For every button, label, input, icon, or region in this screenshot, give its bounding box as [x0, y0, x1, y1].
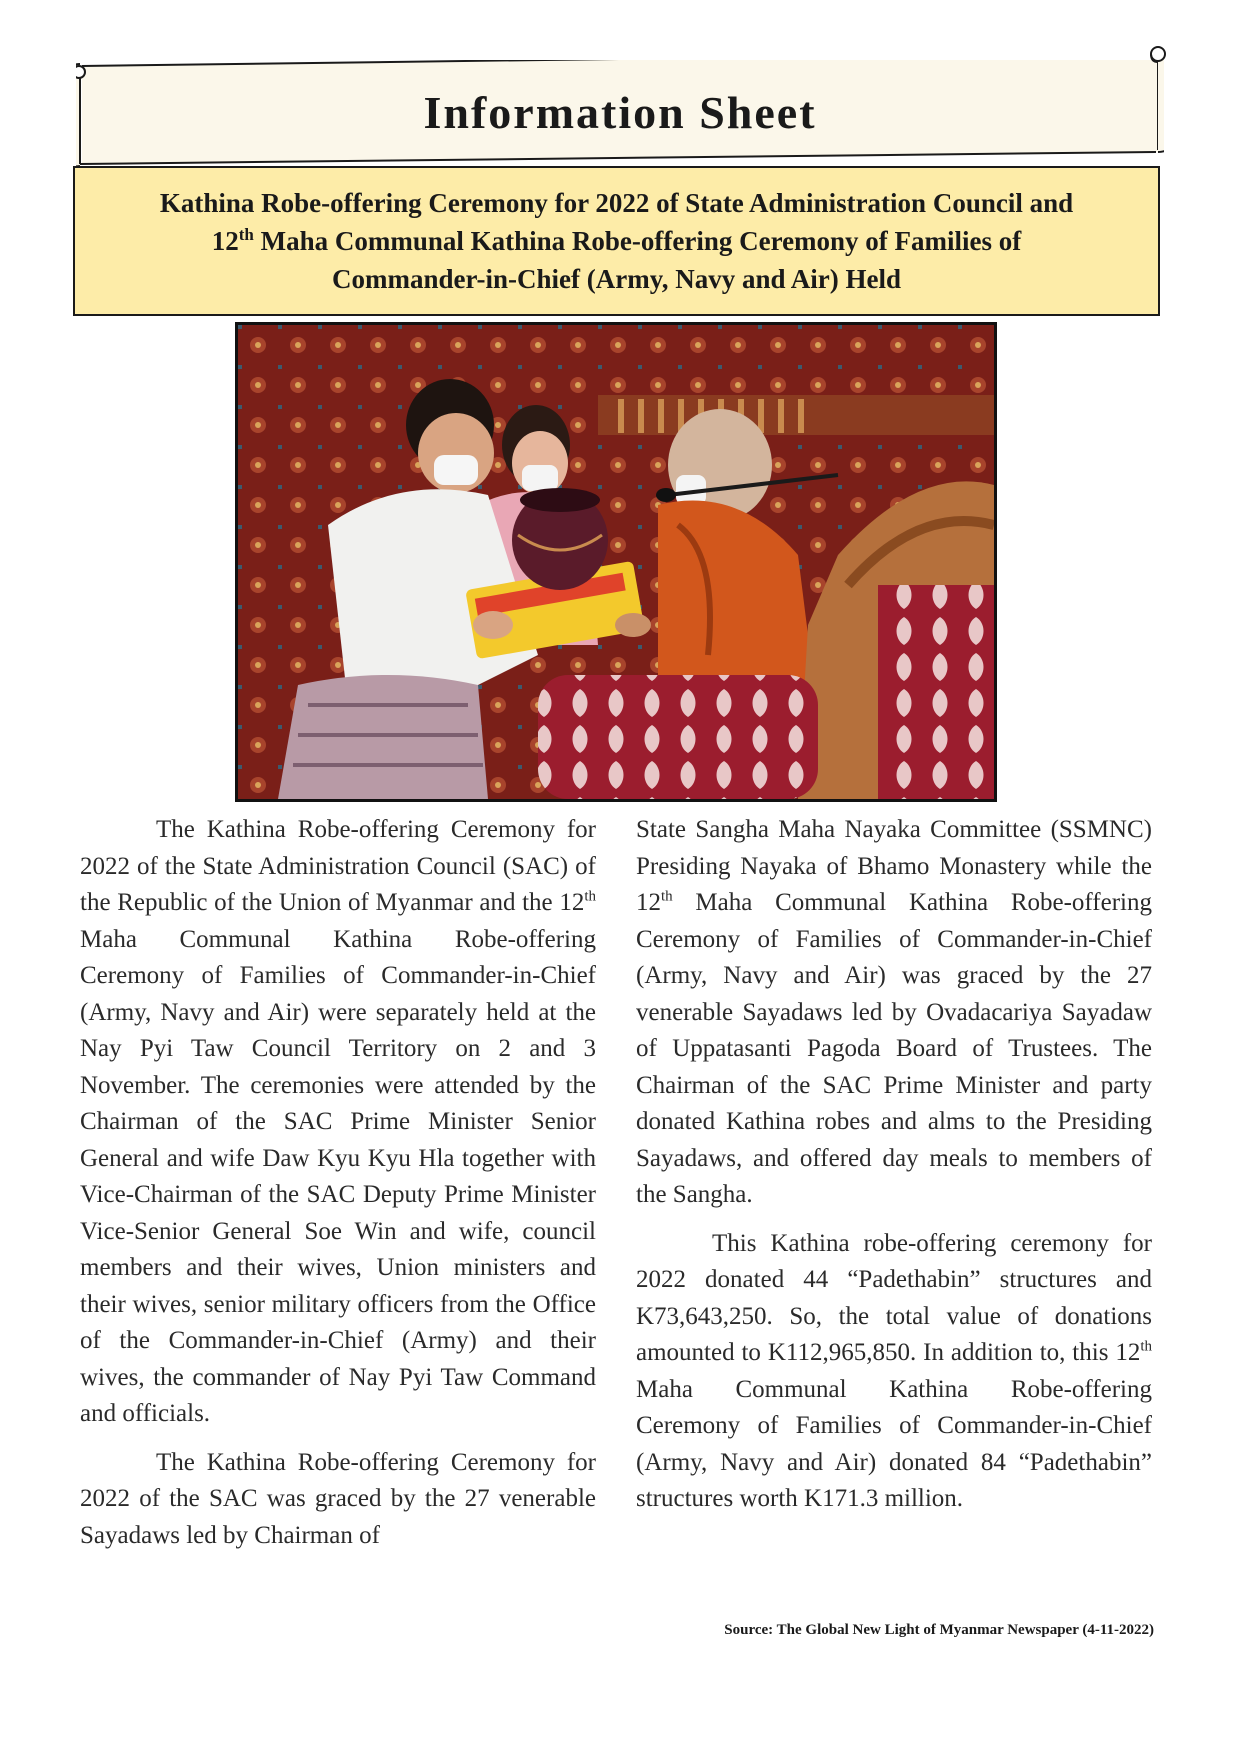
headline-box — [73, 166, 1160, 316]
title-banner — [76, 60, 1164, 164]
article-paragraph: The Kathina Robe-offering Ceremony for 2022 of the SAC was graced by the 27 venerable Sayadaws led by Chairman of — [80, 1448, 596, 1549]
article-paragraph — [636, 812, 1152, 1214]
article-column-left — [80, 812, 596, 1566]
headline-ordinal: 12 — [211, 226, 239, 256]
page-title: Information Sheet — [423, 87, 817, 138]
ordinal-suffix: th — [584, 888, 596, 905]
headline-ordinal-suffix: th — [238, 225, 254, 244]
article-column-right — [636, 812, 1152, 1530]
headline-line-2 — [212, 222, 1022, 260]
ordinal-suffix: th — [1140, 1338, 1152, 1355]
ordinal-suffix: th — [661, 888, 673, 905]
source-citation: Source: The Global New Light of Myanmar Newspaper (4-11-2022) — [724, 1622, 1154, 1638]
headline-line-3: Commander-in-Chief (Army, Navy and Air) Held — [332, 264, 901, 294]
article-paragraph — [636, 1226, 1152, 1518]
paragraph-text: This Kathina robe-offering ceremony for 2022 donated 44 “Padethabin” structures and K73,643,250. So, the total value of donations amounted to K112,965,850. In addition to, this 12 — [636, 1229, 1152, 1366]
paragraph-text: Maha Communal Kathina Robe-offering Ceremony of Families of Commander-in-Chief (Army, Navy and Air) were separately held at the Nay Pyi Taw Council Territory on 2 and 3 November. The ceremonies were attended by the Chairman of the SAC Prime Minister Senior General and wife Daw Kyu Kyu Hla together with Vice-Chairman of the SAC Deputy Prime Minister Vice-Senior General Soe Win and wife, council members and their wives, Union ministers and their wives, senior military officers from the Office of the Commander-in-Chief (Army) and their wives, the commander of Nay Pyi Taw Command and officials. — [80, 925, 596, 1427]
ceremony-photo-illustration — [238, 325, 994, 799]
paragraph-text: State Sangha Maha Nayaka Committee (SSMNC) Presiding Nayaka of Bhamo Monastery while the 12 — [636, 816, 1152, 916]
paragraph-text: Maha Communal Kathina Robe-offering Ceremony of Families of Commander-in-Chief (Army, Navy and Air) was graced by the 27 venerable Sayadaws led by Ovadacariya Sayadaw of Uppatasanti Pagoda Board of Trustees. The Chairman of the SAC Prime Minister and party donated Kathina robes and alms to the Presiding Sayadaws, and offered day meals to members of the Sangha. — [636, 889, 1152, 1208]
headline-line-2-text: Maha Communal Kathina Robe-offering Ceremony of Families of — [253, 226, 1022, 256]
scroll-curl-icon — [1144, 40, 1174, 70]
paragraph-text: The Kathina Robe-offering Ceremony for 2022 of the State Administration Council (SAC) of the Republic of the Union of Myanmar and the 12 — [80, 816, 596, 916]
article-paragraph — [80, 812, 596, 1433]
headline-line-1: Kathina Robe-offering Ceremony for 2022 of State Administration Council and — [159, 188, 1074, 218]
ceremony-photo — [235, 322, 997, 802]
paragraph-text: Maha Communal Kathina Robe-offering Ceremony of Families of Commander-in-Chief (Army, Navy and Air) donated 84 “Padethabin” structures worth K171.3 million. — [636, 1375, 1152, 1512]
